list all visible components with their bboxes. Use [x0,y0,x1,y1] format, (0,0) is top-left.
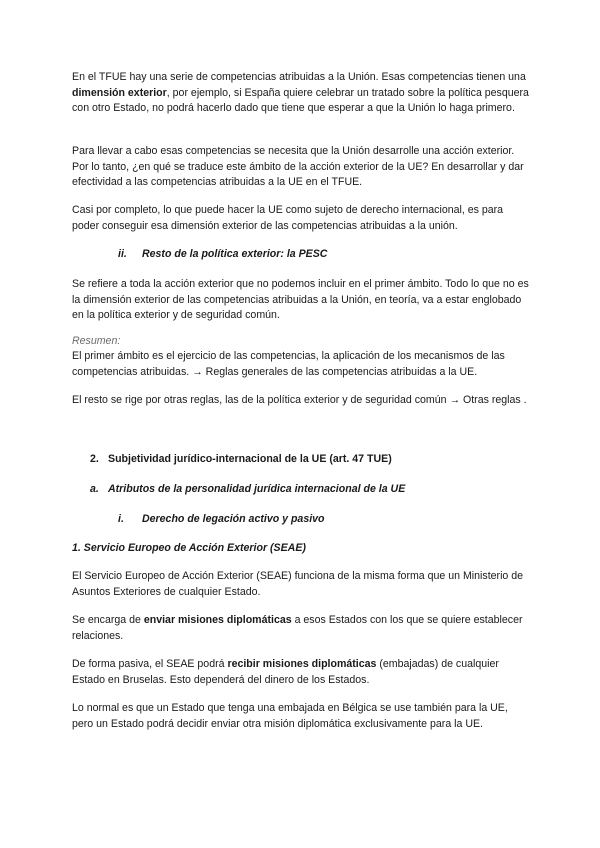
heading-a-atributos [90,482,530,498]
heading-number: 2. [90,453,99,465]
heading-text: Derecho de legación activo y pasivo [142,513,325,525]
paragraph-competencias [72,70,530,117]
paragraph-resumen: El primer ámbito es el ejercicio de las competencias, la aplicación de los mecanismos de las competencias atribuidas. → Reglas generales de las competencias atribuidas a la UE. [72,350,505,378]
text-run: En el TFUE hay una serie de competencias atribuidas a la Unión. Esas competencias tienen una [72,71,526,83]
text-run: a esos Estados con los que se quiere establecer relaciones. [72,614,523,642]
heading-text: Resto de la política exterior: la PESC [142,248,328,260]
text-run: , por ejemplo, si España quiere celebrar un tratado sobre la política pesquera con otro Estado, no podrá hacerlo dado que tiene que esperar a que la Unión lo haga primero. [72,86,529,114]
text-run: Se encarga de [72,614,144,626]
text-run: De forma pasiva, el SEAE podrá [72,658,228,670]
bold-term: recibir misiones diplomáticas [227,658,377,670]
paragraph-seae: El Servicio Europeo de Acción Exterior (SEAE) funciona de la misma forma que un Ministerio de Asuntos Exteriores de cualquier Estado. [72,570,524,598]
paragraph-otras-reglas: El resto se rige por otras reglas, las de la política exterior y de seguridad común → Otras reglas . [72,394,527,406]
heading-number: a. [90,483,99,495]
paragraph-accion-exterior: Para llevar a cabo esas competencias se necesita que la Unión desarrolle una acción exterior. Por lo tanto, ¿en qué se traduce este ámbito de la acción exterior de la UE? En desarrollar y dar efectividad a las competencias atribuidas a la UE en el TFUE. [72,145,524,188]
paragraph-recibir [72,657,530,688]
heading-text: Subjetividad jurídico-internacional de la UE (art. 47 TUE) [108,453,392,465]
heading-text: Atributos de la personalidad jurídica internacional de la UE [108,483,406,495]
heading-i-legacion [118,512,530,528]
heading-2-subjetividad [90,452,530,468]
heading-number: ii. [118,248,127,260]
resumen-label: Resumen: [72,335,121,347]
paragraph-enviar [72,613,530,644]
heading-number: i. [118,513,124,525]
heading-ii-pesc [118,247,530,263]
bold-term: dimensión exterior [72,86,167,99]
paragraph-pesc: Se refiere a toda la acción exterior que no podemos incluir en el primer ámbito. Todo lo que no es la dimensión exterior de las competencias atribuidas a la Unión, en teoría, va a estar englobado en la política exterior y de seguridad común. [72,278,529,321]
heading-seae: 1. Servicio Europeo de Acción Exterior (SEAE) [72,542,306,554]
paragraph-embajada: Lo normal es que un Estado que tenga una embajada en Bélgica se use también para la UE, pero un Estado podrá decidir enviar otra misión diplomática exclusivamente para la UE. [72,702,508,730]
text-run: (embajadas) de cualquier Estado en Bruselas. Esto dependerá del dinero de los Estados. [72,658,499,686]
bold-term: enviar misiones diplomáticas [143,614,292,626]
paragraph-sujeto-derecho: Casi por completo, lo que puede hacer la UE como sujeto de derecho internacional, es para poder conseguir esa dimensión exterior de las competencias atribuidas a la unión. [72,204,504,232]
